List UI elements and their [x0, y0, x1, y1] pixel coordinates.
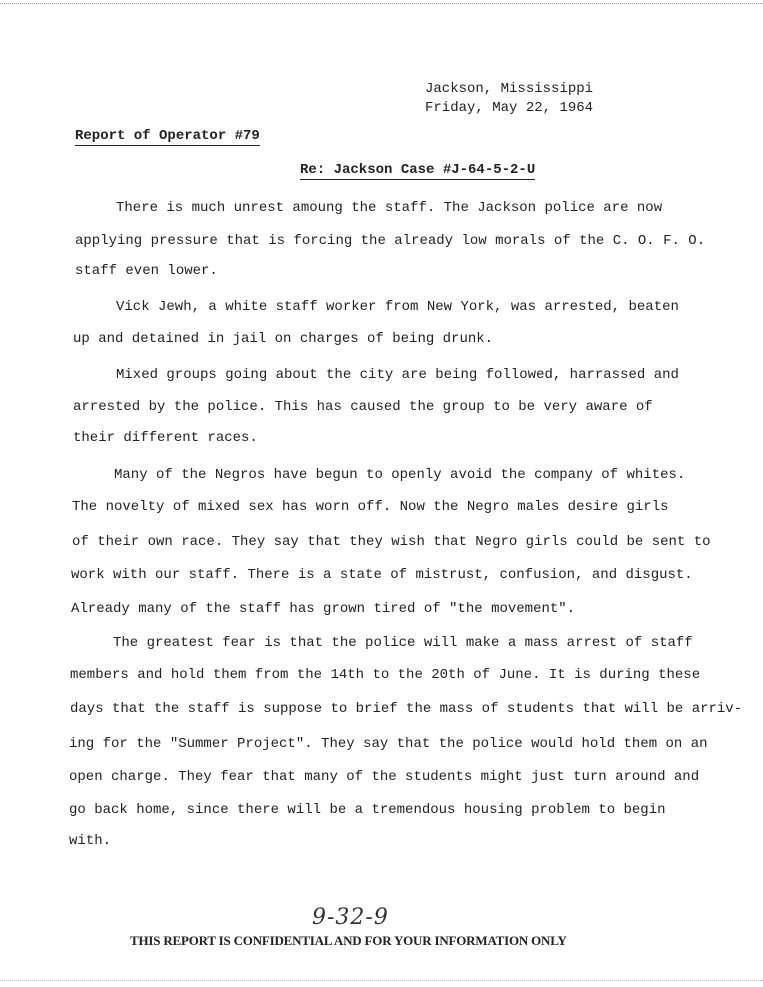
body-line: There is much unrest amoung the staff. The Jackson police are now	[116, 200, 663, 216]
body-line: work with our staff. There is a state of mistrust, confusion, and disgust.	[71, 567, 693, 583]
body-line: The greatest fear is that the police will make a mass arrest of staff	[113, 635, 693, 651]
body-line: Vick Jewh, a white staff worker from New York, was arrested, beaten	[116, 299, 679, 315]
bottom-dotted-edge	[0, 980, 763, 981]
body-line: open charge. They fear that many of the students might just turn around and	[69, 769, 700, 785]
confidential-footer: THIS REPORT IS CONFIDENTIAL AND FOR YOUR INFORMATION ONLY	[130, 933, 567, 948]
case-reference: Re: Jackson Case #J-64-5-2-U	[300, 162, 536, 178]
body-line: go back home, since there will be a tremendous housing problem to begin	[69, 802, 666, 818]
body-line: applying pressure that is forcing the already low morals of the C. O. F. O.	[75, 233, 706, 249]
place-date-block	[425, 80, 593, 118]
body-line: their different races.	[73, 430, 258, 446]
body-line: arrested by the police. This has caused the group to be very aware of	[73, 399, 653, 415]
body-line: Many of the Negros have begun to openly avoid the company of whites.	[114, 467, 686, 483]
body-line: days that the staff is suppose to brief the mass of students that will be arriv-	[70, 701, 743, 717]
top-dotted-edge	[0, 3, 763, 4]
body-line: members and hold them from the 14th to the 20th of June. It is during these	[70, 667, 701, 683]
body-line: The novelty of mixed sex has worn off. Now the Negro males desire girls	[72, 499, 669, 515]
body-line: with.	[69, 833, 112, 849]
date-line: Friday, May 22, 1964	[425, 100, 594, 116]
report-title: Report of Operator #79	[75, 128, 260, 144]
body-line: Mixed groups going about the city are being followed, harrassed and	[116, 367, 679, 383]
body-line: Already many of the staff has grown tired of "the movement".	[71, 601, 576, 617]
body-line: of their own race. They say that they wish that Negro girls could be sent to	[72, 534, 711, 550]
body-line: staff even lower.	[75, 263, 218, 279]
body-line: up and detained in jail on charges of being drunk.	[73, 331, 494, 347]
handwritten-file-number: 9-32-9	[312, 905, 389, 930]
place-line: Jackson, Mississippi	[425, 81, 594, 97]
body-line: ing for the "Summer Project". They say that the police would hold them on an	[69, 736, 708, 752]
